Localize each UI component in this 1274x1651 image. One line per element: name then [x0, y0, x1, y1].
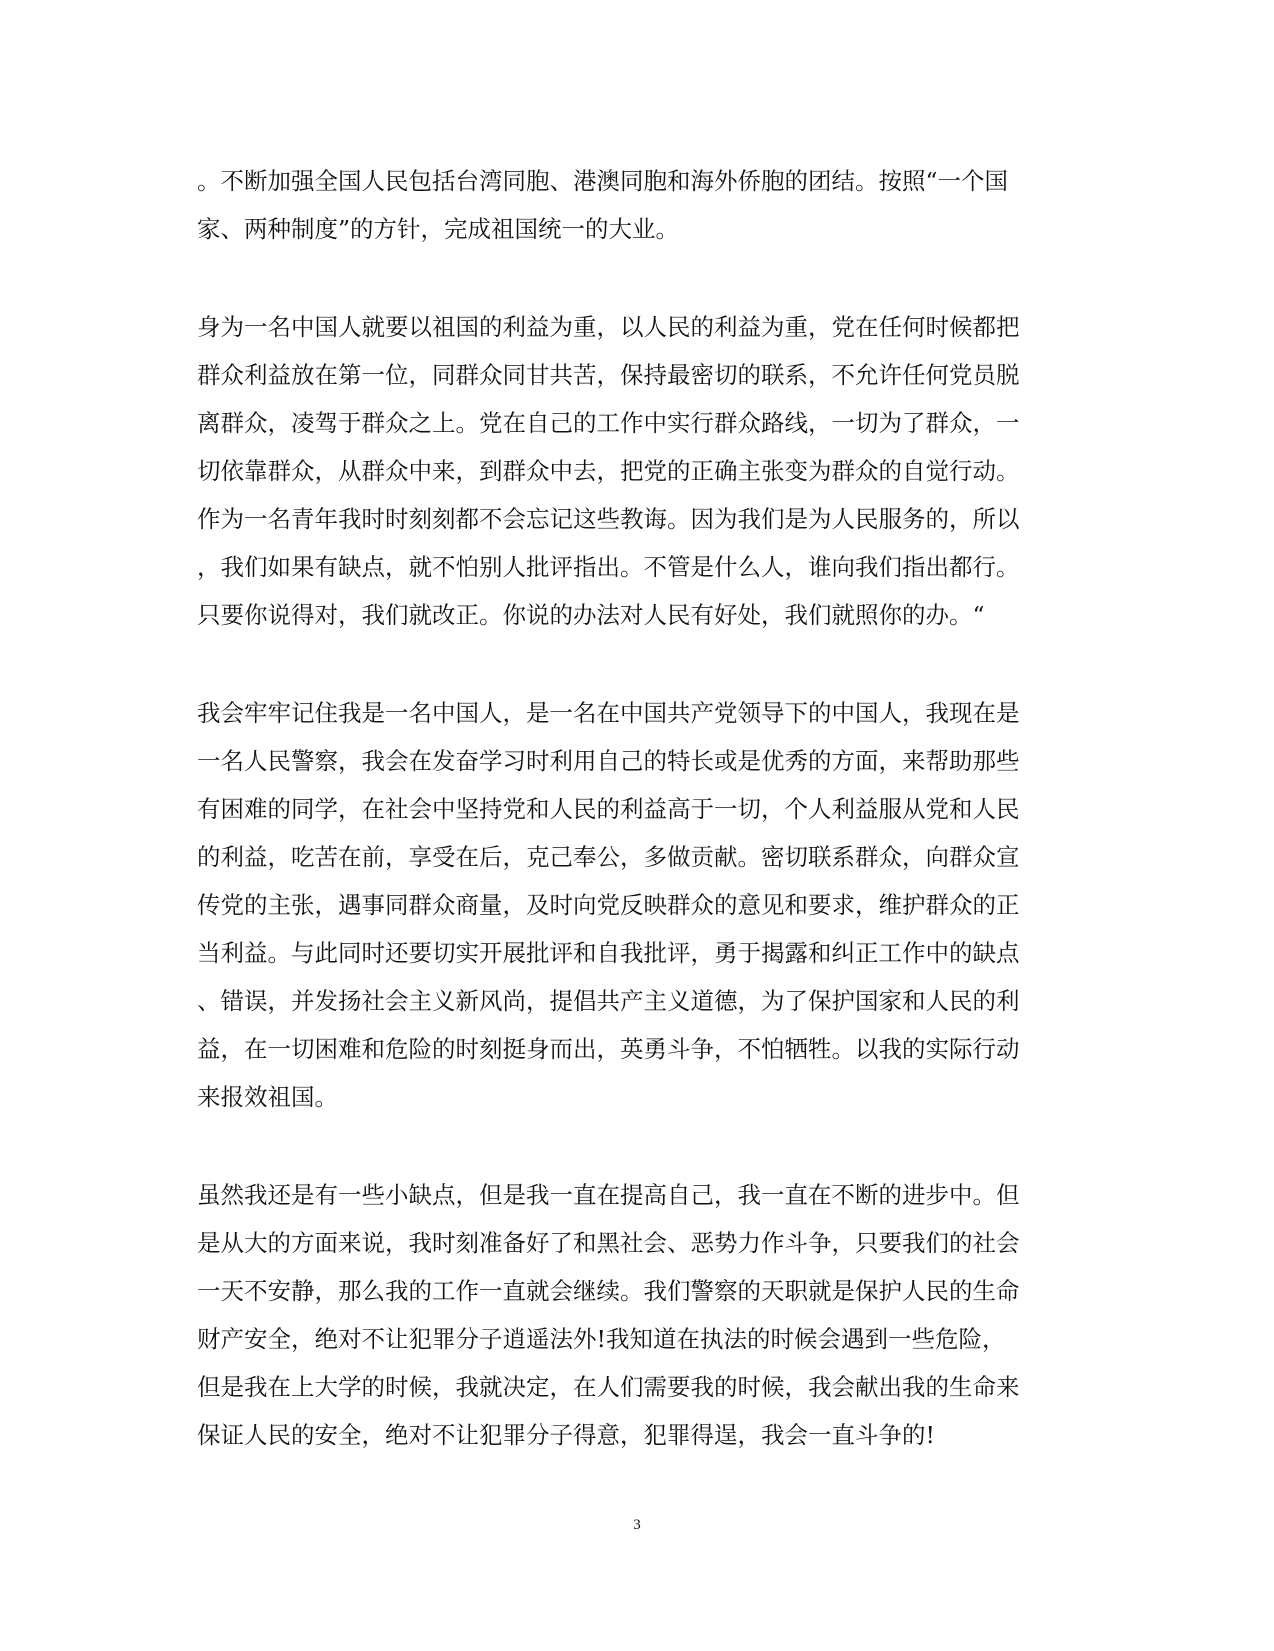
paragraph-line: 身为一名中国人就要以祖国的利益为重，以人民的利益为重，党在任何时候都把: [197, 313, 1020, 341]
paragraph-line: 但是我在上大学的时候，我就决定，在人们需要我的时候，我会献出我的生命来: [197, 1373, 1020, 1401]
paragraph-2: [197, 303, 1077, 639]
paragraph-3: [197, 689, 1077, 1121]
paragraph-line: ，我们如果有缺点，就不怕别人批评指出。不管是什么人，谁向我们指出都行。: [197, 553, 1020, 581]
paragraph-line: 的利益，吃苦在前，享受在后，克己奉公，多做贡献。密切联系群众，向群众宣: [197, 843, 1020, 871]
paragraph-line: 虽然我还是有一些小缺点，但是我一直在提高自己，我一直在不断的进步中。但: [197, 1181, 1020, 1209]
paragraph-1: [197, 157, 1077, 253]
paragraph-line: 财产安全，绝对不让犯罪分子逍遥法外!我知道在执法的时候会遇到一些危险，: [197, 1325, 1006, 1353]
paragraph-line: 群众利益放在第一位，同群众同甘共苦，保持最密切的联系，不允许任何党员脱: [197, 361, 1020, 389]
paragraph-line: 家、两种制度”的方针，完成祖国统一的大业。: [197, 215, 680, 243]
paragraph-line: 我会牢牢记住我是一名中国人，是一名在中国共产党领导下的中国人，我现在是: [197, 699, 1020, 727]
paragraph-line: 。不断加强全国人民包括台湾同胞、港澳同胞和海外侨胞的团结。按照“一个国: [197, 167, 1009, 195]
paragraph-line: 当利益。与此同时还要切实开展批评和自我批评，勇于揭露和纠正工作中的缺点: [197, 939, 1020, 967]
paragraph-line: 益，在一切困难和危险的时刻挺身而出，英勇斗争，不怕牺牲。以我的实际行动: [197, 1035, 1020, 1063]
paragraph-line: 一名人民警察，我会在发奋学习时利用自己的特长或是优秀的方面，来帮助那些: [197, 747, 1020, 775]
paragraph-line: 传党的主张，遇事同群众商量，及时向党反映群众的意见和要求，维护群众的正: [197, 891, 1020, 919]
paragraph-line: 保证人民的安全，绝对不让犯罪分子得意，犯罪得逞，我会一直斗争的!: [197, 1421, 935, 1449]
paragraph-line: 、错误，并发扬社会主义新风尚，提倡共产主义道德，为了保护国家和人民的利: [197, 987, 1020, 1015]
paragraph-line: 作为一名青年我时时刻刻都不会忘记这些教诲。因为我们是为人民服务的，所以: [197, 505, 1020, 533]
paragraph-line: 只要你说得对，我们就改正。你说的办法对人民有好处，我们就照你的办。“: [197, 601, 985, 629]
paragraph-line: 切依靠群众，从群众中来，到群众中去，把党的正确主张变为群众的自觉行动。: [197, 457, 1020, 485]
paragraph-line: 来报效祖国。: [197, 1083, 338, 1111]
paragraph-line: 有困难的同学，在社会中坚持党和人民的利益高于一切，个人利益服从党和人民: [197, 795, 1020, 823]
page-number: 3: [633, 1517, 641, 1533]
paragraph-line: 是从大的方面来说，我时刻准备好了和黑社会、恶势力作斗争，只要我们的社会: [197, 1229, 1020, 1257]
paragraph-line: 一天不安静，那么我的工作一直就会继续。我们警察的天职就是保护人民的生命: [197, 1277, 1020, 1305]
paragraph-4: [197, 1171, 1077, 1459]
paragraph-line: 离群众，凌驾于群众之上。党在自己的工作中实行群众路线，一切为了群众，一: [197, 409, 1020, 437]
